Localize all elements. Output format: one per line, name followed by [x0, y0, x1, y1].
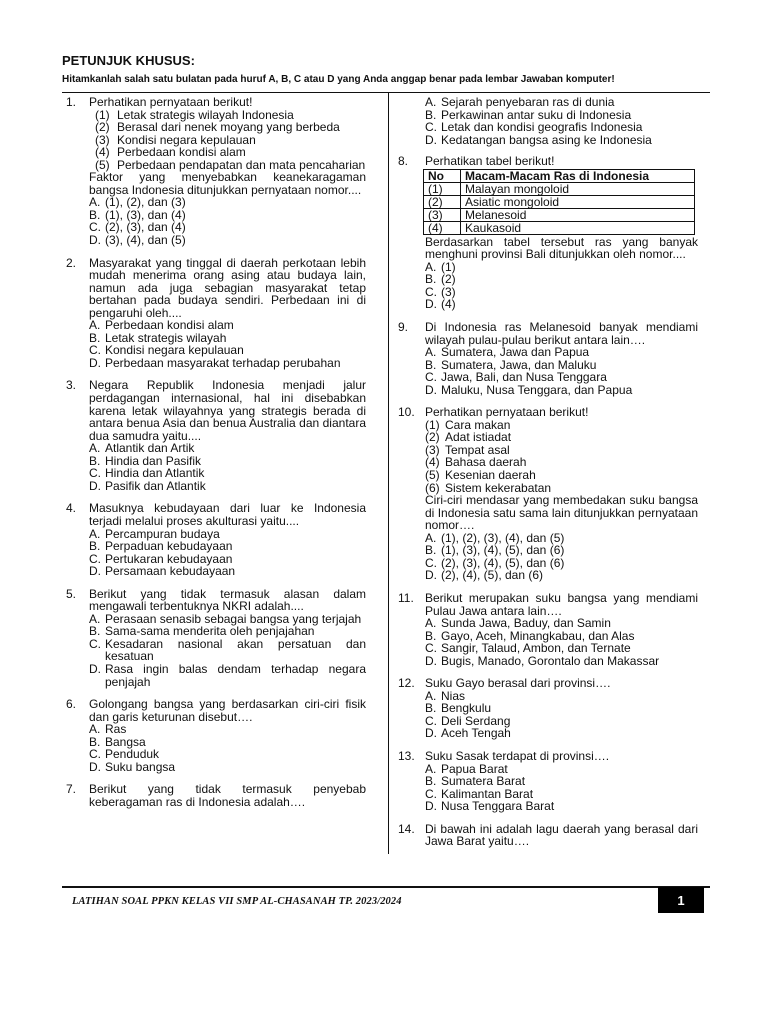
question-stem: Di Indonesia ras Melanesoid banyak mendiami wilayah pulau-pulau berikut antara lain…. [425, 320, 698, 347]
left-column [62, 96, 366, 818]
table-header-row [424, 169, 695, 182]
footer-title: LATIHAN SOAL PPKN KELAS VII SMP AL-CHASANAH TP. 2023/2024 [72, 896, 402, 907]
question-stem: Negara Republik Indonesia menjadi jalur perdagangan internasional, hal ini disebabkan karena letak wilayahnya yang strategis berada di antara benua Asia dan benua Australia dan diantara dua samudra yaitu.... [89, 378, 366, 443]
answer-option-b: B. Perpaduan kebudayaan [89, 539, 233, 554]
answer-option-b: B. Sumatera, Jawa, dan Maluku [425, 357, 597, 372]
answer-option-b: B. Bengkulu [425, 701, 492, 716]
answer-option-d: D. Persamaan kebudayaan [89, 564, 236, 579]
answer-option-b: B. Bangsa [89, 734, 146, 749]
question-9 [398, 321, 698, 396]
answer-option-c: C. Sangir, Talaud, Ambon, dan Ternate [425, 641, 631, 656]
answer-option-d: D. Maluku, Nusa Tenggara, dan Papua [425, 382, 633, 397]
question-2 [62, 257, 366, 370]
question-stem: Suku Sasak terdapat di provinsi…. [425, 748, 610, 763]
answer-option-b: B. Letak strategis wilayah [89, 330, 227, 345]
answer-option-a: A. Sumatera, Jawa dan Papua [425, 345, 590, 360]
statement-item [89, 121, 366, 134]
answer-option-a: A. (1) [425, 259, 456, 274]
answer-option-d: D. Rasa ingin balas dendam terhadap negara penjajah [89, 661, 366, 689]
statement-item: (3) Tempat asal [425, 442, 510, 457]
right-column [398, 96, 698, 858]
answer-option-c: C. Jawa, Bali, dan Nusa Tenggara [425, 370, 607, 385]
question-number: 13. [398, 748, 415, 763]
answer-option-b: B. Hindia dan Pasifik [89, 453, 202, 468]
question-number: 4. [66, 501, 77, 516]
statement-text: Letak strategis wilayah Indonesia [117, 107, 294, 122]
answer-option-d: D. (2), (4), (5), dan (6) [425, 568, 544, 583]
answer-option-c: C. (2), (3), (4), (5), dan (6) [425, 555, 565, 570]
answer-option-b: B. (1), (3), (4), (5), dan (6) [425, 543, 565, 558]
question-stem: Golongang bangsa yang berdasarkan ciri-ciri fisik dan garis keturunan disebut…. [89, 697, 366, 724]
answer-option-d: D. Nusa Tenggara Barat [425, 799, 555, 814]
question-stem: Masyarakat yang tinggal di daerah perkotaan lebih mudah menerima orang asing atau budaya lain, namun ada juga sebagian masyarakat tetap bertahan pada budaya sendiri. Perbedaan ini di pengaruhi oleh.... [89, 255, 366, 320]
answer-option-c: C. Hindia dan Atlantik [89, 466, 205, 481]
answer-option-a: A. (1), (2), (3), (4), dan (5) [425, 530, 565, 545]
answer-option-a: A. Nias [425, 688, 466, 703]
question-14 [398, 823, 698, 848]
answer-option-c: C. Pertukaran kebudayaan [89, 551, 233, 566]
question-1 [62, 96, 366, 247]
answer-option-d: D. Kedatangan bangsa asing ke Indonesia [425, 132, 652, 147]
answer-option-c: C. Kondisi negara kepulauan [89, 343, 244, 358]
answer-option-c: C. Penduduk [89, 747, 160, 762]
question-stem: Berikut yang tidak termasuk alasan dalam mengawali terbentuknya NKRI adalah.... [89, 586, 366, 614]
question-number: 14. [398, 821, 415, 836]
question-stem: Di bawah ini adalah lagu daerah yang berasal dari Jawa Barat yaitu…. [425, 821, 698, 849]
answer-option-c: C. (3) [425, 284, 456, 299]
table-row: (2) Asiatic mongoloid [424, 195, 695, 208]
statement-text: Perbedaan pendapatan dan mata pencaharian [117, 157, 366, 172]
answer-option-a: A. Sunda Jawa, Baduy, dan Samin [425, 616, 611, 631]
answer-option-a: A. Sejarah penyebaran ras di dunia [425, 95, 615, 109]
question-number: 9. [398, 320, 409, 335]
question-lead: Perhatikan tabel berikut! [425, 154, 555, 169]
question-number: 12. [398, 676, 415, 691]
answer-option-c: C. Letak dan kondisi geografis Indonesia [425, 120, 643, 135]
race-table [423, 169, 695, 235]
table-row: (1) Malayan mongoloid [424, 182, 695, 195]
statement-item: (4) Bahasa daerah [425, 455, 527, 470]
instructions-title: PETUNJUK KHUSUS: [62, 53, 195, 68]
statement-item: (6) Sistem kekerabatan [425, 480, 552, 495]
answer-option-a: A. Perbedaan kondisi alam [89, 318, 234, 333]
statement-item: (2) Adat istiadat [425, 430, 512, 445]
question-number: 2. [66, 255, 77, 270]
statement-number: (3) [95, 132, 110, 147]
question-number: 8. [398, 154, 409, 169]
page-number: 1 [658, 887, 704, 913]
table-row: (3) Melanesoid [424, 208, 695, 221]
statement-item [89, 146, 366, 159]
answer-option-a: A. (1), (2), dan (3) [89, 195, 186, 210]
answer-option-d: D. Pasifik dan Atlantik [89, 478, 206, 493]
answer-option-a: A. Percampuran budaya [89, 526, 220, 541]
statement-text: Kondisi negara kepulauan [117, 132, 256, 147]
question-stem: Masuknya kebudayaan dari luar ke Indonesia terjadi melalui proses akulturasi yaitu.... [89, 501, 366, 528]
question-5 [62, 588, 366, 688]
question-stem: Berdasarkan tabel tersebut ras yang banyak menghuni provinsi Bali ditunjukkan oleh nomor.... [425, 234, 698, 262]
answer-option-a: A. Perasaan senasib sebagai bangsa yang terjajah [89, 611, 362, 626]
question-number: 11. [398, 590, 414, 605]
table-header-no: No [424, 169, 461, 182]
statement-text: Berasal dari nenek moyang yang berbeda [117, 120, 340, 135]
answer-option-d: D. Suku bangsa [89, 759, 176, 774]
answer-option-d: D. Perbedaan masyarakat terhadap perubahan [89, 355, 341, 370]
question-lead: Perhatikan pernyataan berikut! [425, 405, 589, 420]
question-3 [62, 379, 366, 492]
answer-option-c: C. (2), (3), dan (4) [89, 220, 186, 235]
answer-option-d: D. (3), (4), dan (5) [89, 233, 186, 248]
question-number: 7. [66, 782, 77, 797]
answer-option-a: A. Papua Barat [425, 761, 508, 776]
statement-item: (5) Kesenian daerah [425, 468, 536, 483]
answer-option-d: D. (4) [425, 297, 456, 312]
instructions-text: Hitamkanlah salah satu bulatan pada huruf A, B, C atau D yang Anda anggap benar pada lembar Jawaban komputer! [62, 74, 615, 85]
question-stem: Faktor yang menyebabkan keanekaragaman bangsa Indonesia ditunjukkan pernyataan nomor.... [89, 170, 366, 197]
question-number: 1. [66, 95, 77, 109]
statement-number: (5) [95, 157, 110, 172]
statement-number: (4) [95, 145, 110, 160]
question-7-options [398, 96, 698, 146]
question-4 [62, 502, 366, 577]
statement-number: (2) [95, 120, 110, 135]
question-6 [62, 698, 366, 773]
question-13 [398, 750, 698, 813]
answer-option-d: D. Aceh Tengah [425, 726, 511, 741]
question-11 [398, 592, 698, 667]
question-number: 5. [66, 586, 77, 601]
answer-option-b: B. Sumatera Barat [425, 774, 526, 789]
statement-text: Perbedaan kondisi alam [117, 145, 246, 160]
answer-option-c: C. Kalimantan Barat [425, 786, 534, 801]
answer-option-b: B. Sama-sama menderita oleh penjajahan [89, 624, 315, 639]
answer-option-c: C. Deli Serdang [425, 713, 511, 728]
statement-number: (1) [95, 107, 110, 122]
question-stem: Suku Gayo berasal dari provinsi…. [425, 676, 611, 691]
question-lead: Perhatikan pernyataan berikut! [89, 95, 253, 109]
header-rule [62, 92, 710, 93]
question-8 [398, 155, 698, 311]
answer-option-b: B. Perkawinan antar suku di Indonesia [425, 107, 632, 122]
question-12 [398, 677, 698, 740]
footer-rule [62, 886, 710, 888]
answer-option-c: C. Kesadaran nasional akan persatuan dan kesatuan [89, 636, 366, 664]
question-number: 3. [66, 378, 77, 393]
question-stem: Ciri-ciri mendasar yang membedakan suku bangsa di Indonesia satu sama lain ditunjukkan pernyataan nomor…. [425, 493, 698, 533]
question-number: 6. [66, 697, 77, 712]
answer-option-d: D. Bugis, Manado, Gorontalo dan Makassar [425, 653, 660, 668]
question-stem: Berikut merupakan suku bangsa yang mendiami Pulau Jawa antara lain…. [425, 590, 698, 618]
answer-option-b: B. (1), (3), dan (4) [89, 207, 186, 222]
table-header-race: Macam-Macam Ras di Indonesia [461, 169, 695, 182]
table-row: (4) Kaukasoid [424, 221, 695, 234]
question-number: 10. [398, 405, 415, 420]
answer-option-a: A. Atlantik dan Artik [89, 441, 195, 456]
answer-option-a: A. Ras [89, 722, 127, 737]
answer-option-b: B. (2) [425, 272, 456, 287]
column-divider [388, 92, 389, 854]
question-7 [62, 783, 366, 808]
question-stem: Berikut yang tidak termasuk penyebab keberagaman ras di Indonesia adalah…. [89, 782, 366, 809]
answer-option-b: B. Gayo, Aceh, Minangkabau, dan Alas [425, 628, 635, 643]
question-10 [398, 406, 698, 582]
statement-item: (1) Cara makan [425, 417, 511, 432]
